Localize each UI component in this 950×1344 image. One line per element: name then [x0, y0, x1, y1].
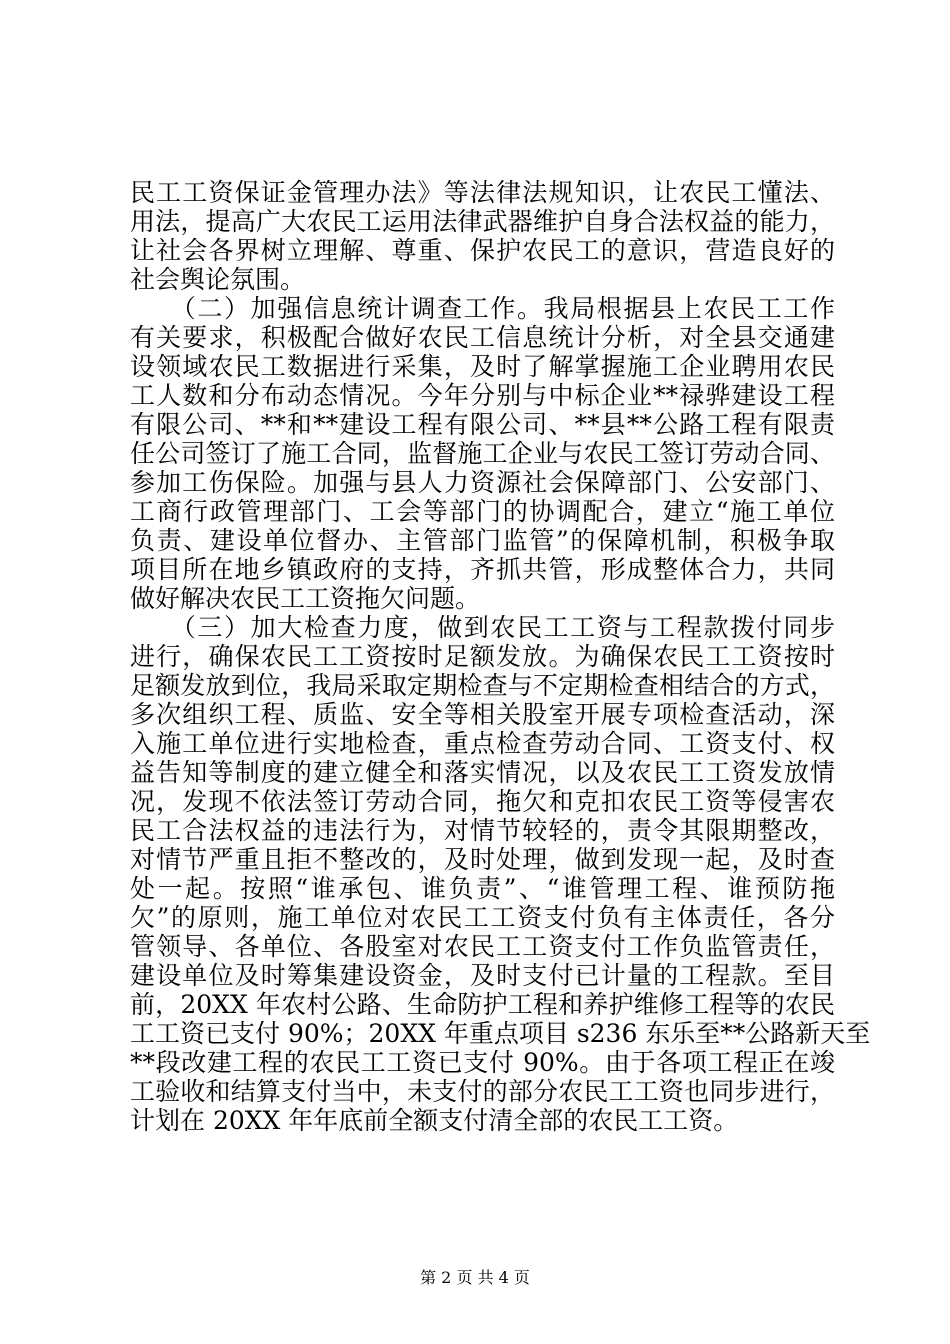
text-line: （三）加大检查力度，做到农民工工资与工程款拨付同步: [130, 613, 835, 642]
text-line: 项目所在地乡镇政府的支持，齐抓共管，形成整体合力，共同: [130, 555, 835, 584]
text-line: 前，20XX 年农村公路、生命防护工程和养护维修工程等的农民: [130, 990, 835, 1019]
text-line: 工人数和分布动态情况。今年分别与中标企业**禄骅建设工程: [130, 381, 835, 410]
text-line: 用法，提高广大农民工运用法律武器维护自身合法权益的能力，: [130, 207, 835, 236]
text-line: 管领导、各单位、各股室对农民工工资支付工作负监管责任，: [130, 932, 835, 961]
text-line: **段改建工程的农民工工资已支付 90%。由于各项工程正在竣: [130, 1048, 835, 1077]
text-line: 民工合法权益的违法行为，对情节较轻的，责令其限期整改，: [130, 816, 835, 845]
text-line: 工商行政管理部门、工会等部门的协调配合，建立“施工单位: [130, 497, 835, 526]
text-line: 工验收和结算支付当中，未支付的部分农民工工资也同步进行，: [130, 1077, 835, 1106]
text-line: 益告知等制度的建立健全和落实情况，以及农民工工资发放情: [130, 758, 835, 787]
text-line: 有关要求，积极配合做好农民工信息统计分析，对全县交通建: [130, 323, 835, 352]
text-line: 建设单位及时筹集建设资金，及时支付已计量的工程款。至目: [130, 961, 835, 990]
text-line: 社会舆论氛围。: [130, 265, 306, 294]
text-line: 欠”的原则，施工单位对农民工工资支付负有主体责任，各分: [130, 903, 835, 932]
text-line: 入施工单位进行实地检查，重点检查劳动合同、工资支付、权: [130, 729, 835, 758]
text-line: 处一起。按照“谁承包、谁负责”、“谁管理工程、谁预防拖: [130, 874, 835, 903]
text-line: 进行，确保农民工工资按时足额发放。为确保农民工工资按时: [130, 642, 835, 671]
text-line: 有限公司、**和**建设工程有限公司、**县**公路工程有限责: [130, 410, 835, 439]
text-line: 多次组织工程、质监、安全等相关股室开展专项检查活动，深: [130, 700, 835, 729]
text-line: 做好解决农民工工资拖欠问题。: [130, 584, 481, 613]
text-line: 设领域农民工数据进行采集，及时了解掌握施工企业聘用农民: [130, 352, 835, 381]
text-line: 民工工资保证金管理办法》等法律法规知识，让农民工懂法、: [130, 178, 835, 207]
page-footer: 第 2 页 共 4 页: [420, 1268, 530, 1287]
text-line: 计划在 20XX 年年底前全额支付清全部的农民工工资。: [130, 1106, 739, 1135]
text-line: 对情节严重且拒不整改的，及时处理，做到发现一起，及时查: [130, 845, 835, 874]
text-line: 负责、建设单位督办、主管部门监管”的保障机制，积极争取: [130, 526, 835, 555]
text-line: 参加工伤保险。加强与县人力资源社会保障部门、公安部门、: [130, 468, 835, 497]
text-line: 工工资已支付 90%；20XX 年重点项目 s236 东乐至**公路新天至: [130, 1019, 871, 1048]
text-line: 况，发现不依法签订劳动合同，拖欠和克扣农民工资等侵害农: [130, 787, 835, 816]
body-text: [130, 178, 871, 1135]
text-line: 任公司签订了施工合同，监督施工企业与农民工签订劳动合同、: [130, 439, 835, 468]
text-line: （二）加强信息统计调查工作。我局根据县上农民工工作: [130, 294, 835, 323]
text-line: 足额发放到位，我局采取定期检查与不定期检查相结合的方式，: [130, 671, 835, 700]
text-line: 让社会各界树立理解、尊重、保护农民工的意识，营造良好的: [130, 236, 835, 265]
